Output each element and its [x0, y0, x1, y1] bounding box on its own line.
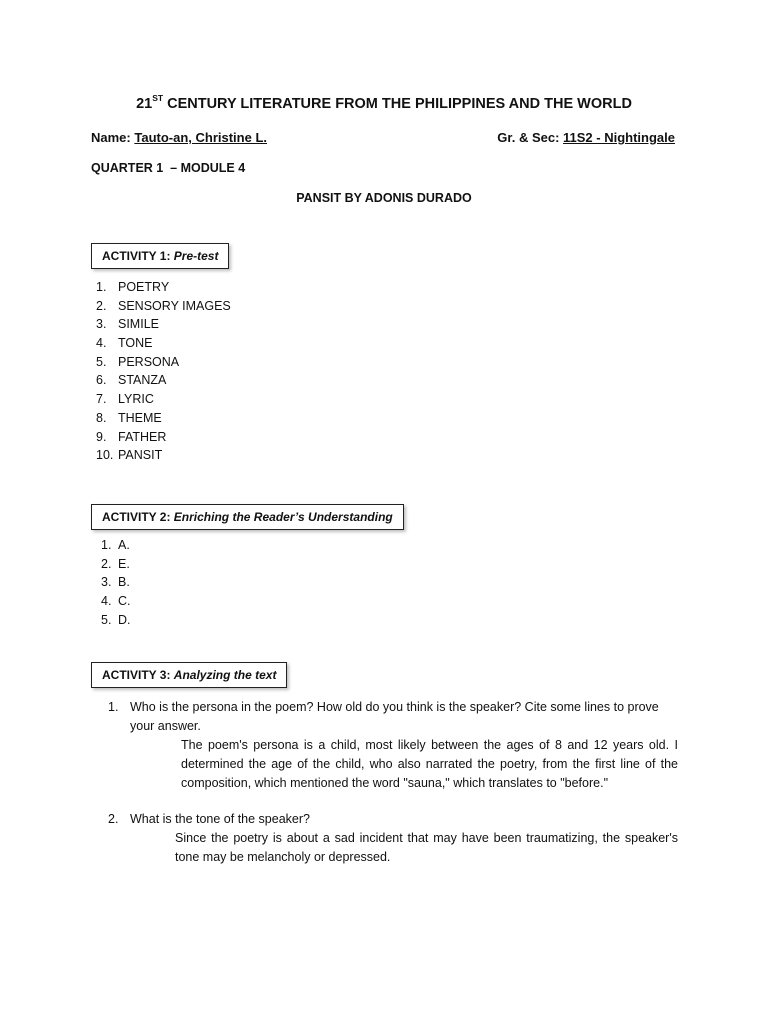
title-rest: CENTURY LITERATURE FROM THE PHILIPPINES AND THE WORLD: [163, 95, 632, 112]
activity-2-label: ACTIVITY 2:: [102, 510, 174, 524]
activity-3-heading: [91, 662, 287, 688]
answer-2: Since the poetry is about a sad incident that may have been traumatizing, the speaker's tone may be melancholy or depressed.: [175, 831, 678, 864]
list-item: 3. SIMILE: [96, 317, 159, 332]
question-2-text: What is the tone of the speaker?: [130, 812, 310, 826]
activity-3-subtitle: Analyzing the text: [173, 668, 277, 682]
list-item: 2. E.: [101, 556, 130, 571]
activity-1-subtitle: Pre-test: [173, 249, 219, 263]
title-superscript: ST: [152, 93, 164, 103]
list-item: 4. TONE: [96, 336, 153, 351]
quarter-module: QUARTER 1 – MODULE 4: [91, 161, 246, 175]
list-item: 3. B.: [101, 575, 130, 590]
list-item: 10. PANSIT: [96, 448, 163, 463]
activity-1-answer-list: [96, 278, 231, 465]
list-item: 5. D.: [101, 612, 131, 627]
list-item: 4. C.: [101, 594, 131, 609]
list-item: 9. FATHER: [96, 429, 167, 444]
question-1-text: Who is the persona in the poem? How old do you think is the speaker? Cite some lines to prove your answer.: [130, 700, 659, 733]
activity-1-heading: [91, 243, 229, 269]
activity-1-label: ACTIVITY 1:: [102, 249, 174, 263]
list-item: 8. THEME: [96, 410, 162, 425]
list-item: 7. LYRIC: [96, 392, 154, 407]
activity-2-subtitle: Enriching the Reader’s Understanding: [173, 510, 393, 524]
activity-2-heading: [91, 504, 404, 530]
question-2: 2. What is the tone of the speaker?: [108, 810, 678, 829]
page-title: [0, 94, 768, 112]
grade-section: 11S2 - Nightingale: [563, 130, 675, 145]
student-name-row: [91, 130, 267, 145]
activity-3-label: ACTIVITY 3:: [102, 668, 174, 682]
list-item: 2. SENSORY IMAGES: [96, 298, 231, 313]
grade-section-row: [497, 130, 675, 145]
list-item: 1. A.: [101, 538, 130, 552]
question-1: 1. Who is the persona in the poem? How old do you think is the speaker? Cite some lines to prove your answer.: [108, 698, 678, 736]
story-title: PANSIT BY ADONIS DURADO: [296, 191, 472, 205]
list-item: 5. PERSONA: [96, 354, 180, 369]
student-name: Tauto-an, Christine L.: [134, 130, 268, 145]
answer-1: The poem's persona is a child, most likely between the ages of 8 and 12 years old. I determined the age of the child, who also narrated the poetry, from the first line of the composition, which mentioned the word "sauna," which translates to "before.": [181, 738, 678, 790]
list-item: 1. POETRY: [96, 280, 170, 294]
list-item: 6. STANZA: [96, 373, 167, 388]
title-prefix: 21: [136, 95, 153, 112]
grade-label: Gr. & Sec:: [497, 130, 564, 145]
name-label: Name:: [91, 130, 135, 145]
activity-2-answer-list: [101, 536, 131, 629]
